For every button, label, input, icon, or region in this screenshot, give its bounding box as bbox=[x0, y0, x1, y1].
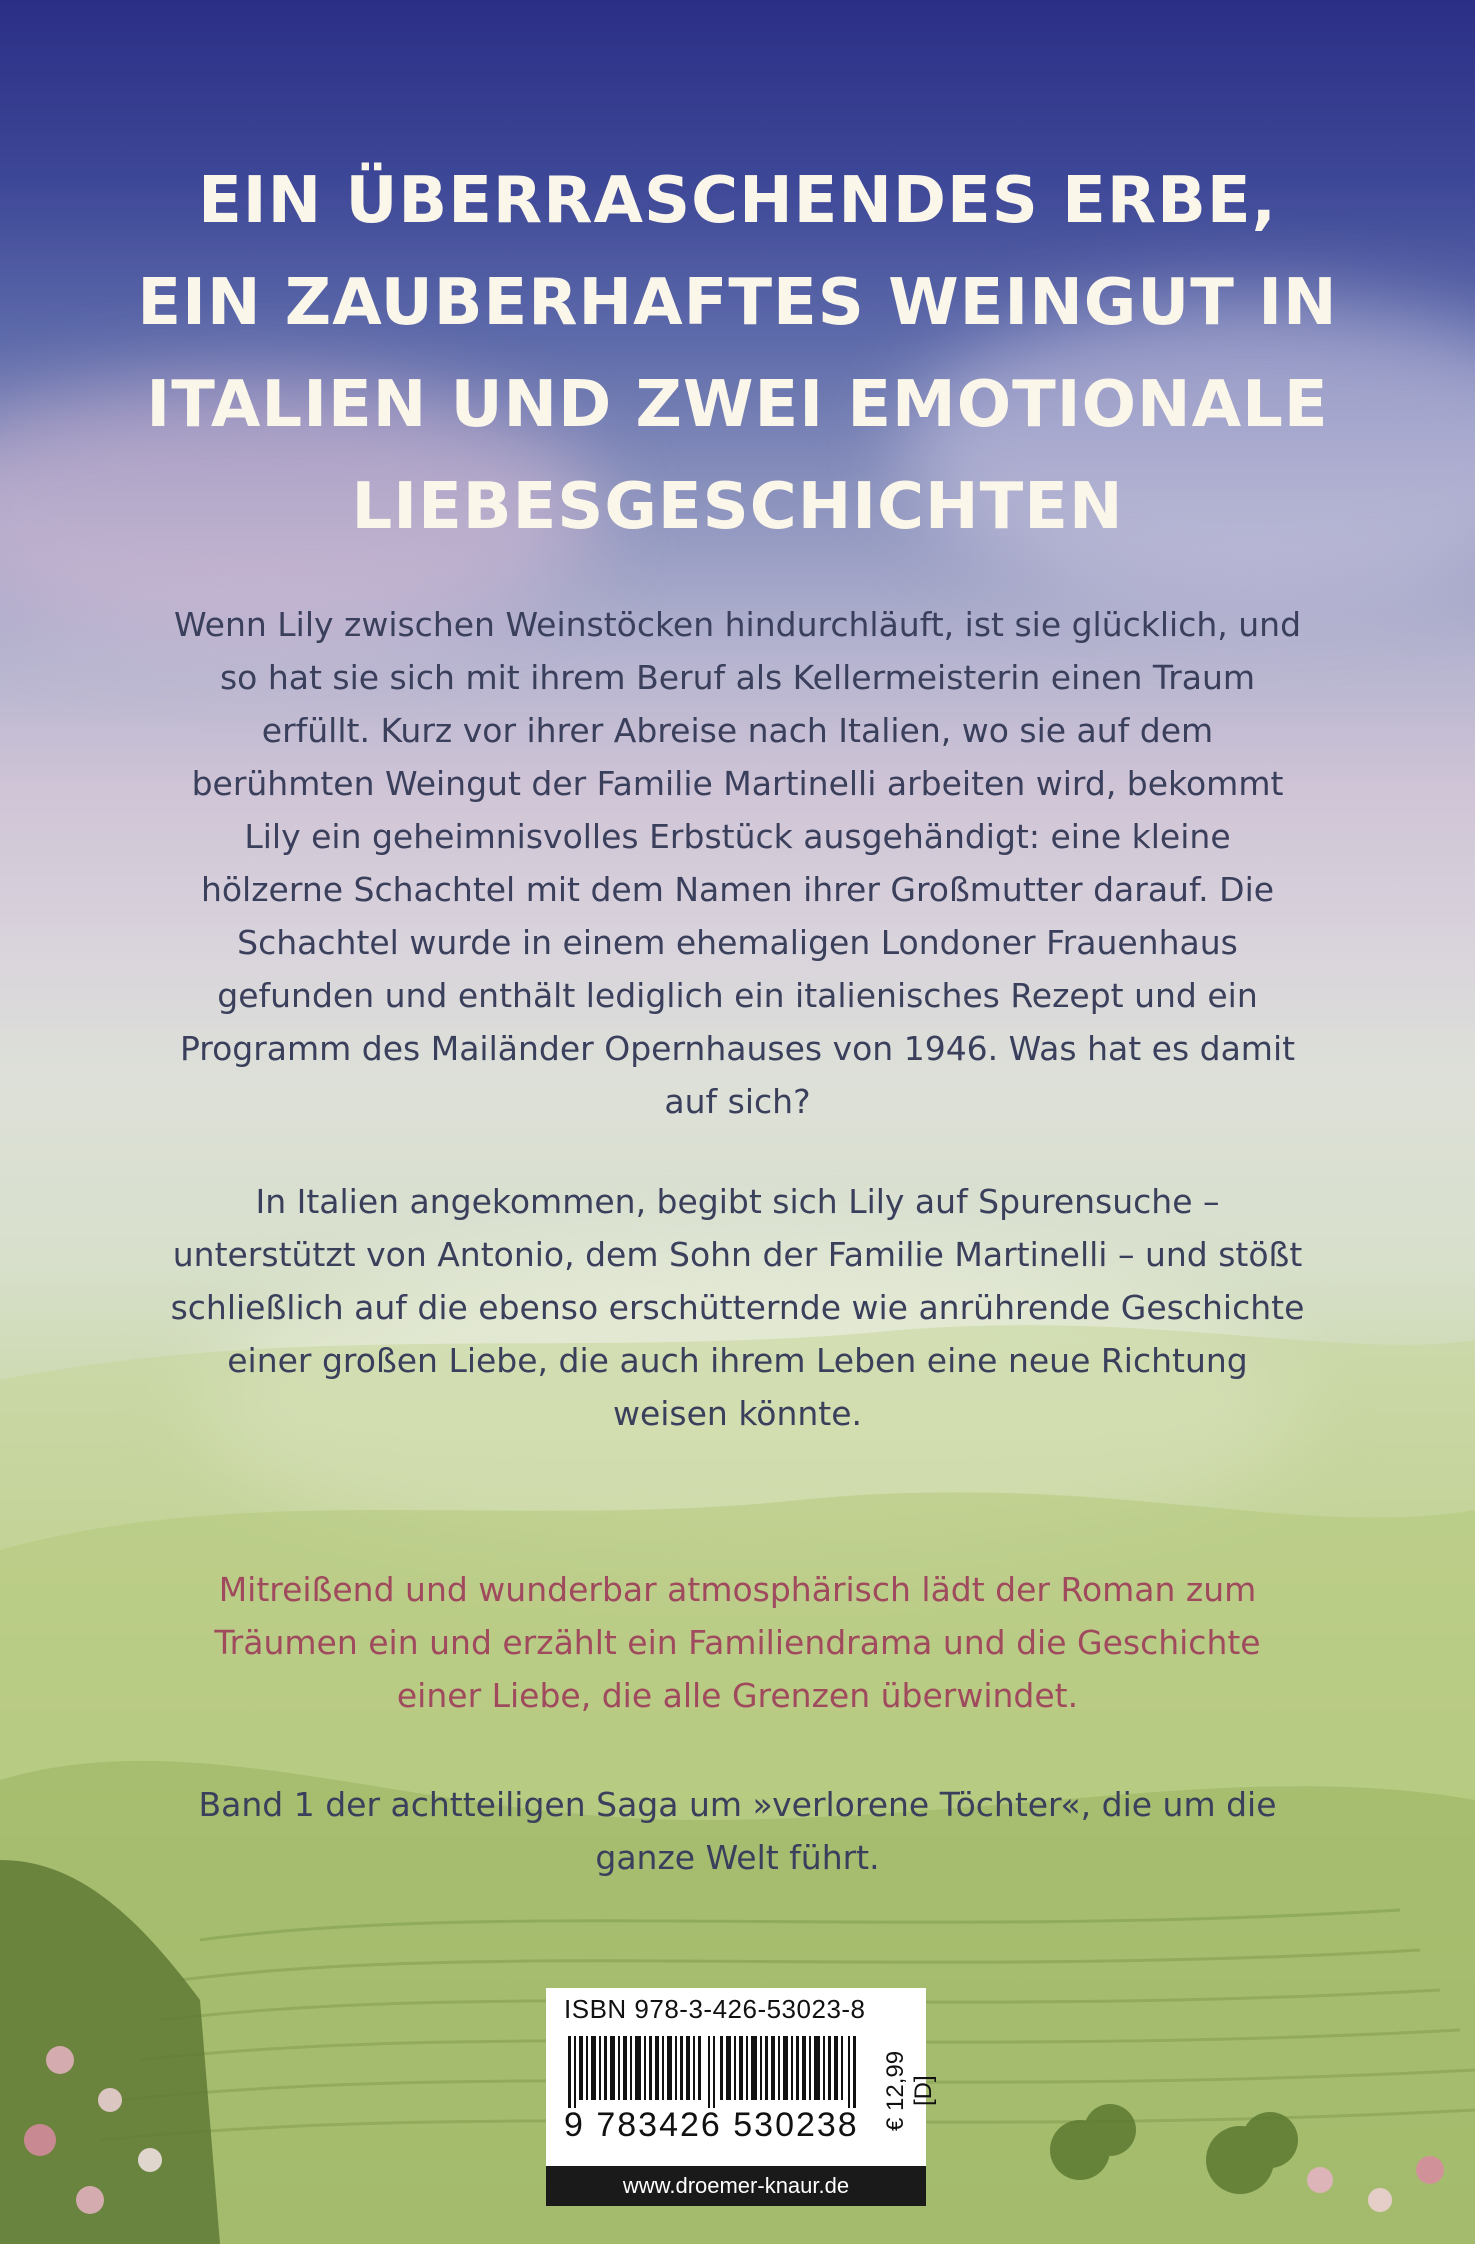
headline-line: ITALIEN UND ZWEI EMOTIONALE bbox=[146, 368, 1329, 442]
headline bbox=[0, 150, 1475, 558]
isbn-text: ISBN 978-3-426-53023-8 bbox=[564, 1994, 866, 2024]
blurb-paragraph-1: Wenn Lily zwischen Weinstöcken hindurchläuft, ist sie glücklich, und so hat sie sich mit ihrem Beruf als Kellermeisterin einen Traum erfüllt. Kurz vor ihrer Abreise nach Italien, wo sie auf dem berühmten Weingut der Familie Martinelli arbeiten wird, bekommt Lily ein geheimnisvolles Erbstück ausgehändigt: eine kleine hölzerne Schachtel mit dem Namen ihrer Großmutter darauf. Die Schachtel wurde in einem ehemaligen Londoner Frauenhaus gefunden und enthält lediglich ein italienisches Rezept und ein Programm des Mailänder Opernhauses von 1946. Was hat es damit auf sich? bbox=[173, 605, 1302, 1121]
barcode-digits: 9 783426 530238 bbox=[564, 2106, 859, 2144]
publisher-url[interactable]: www.droemer-knaur.de bbox=[546, 2166, 926, 2206]
barcode-label bbox=[546, 1988, 937, 2206]
headline-line: EIN ÜBERRASCHENDES ERBE, bbox=[198, 164, 1277, 238]
headline-line: LIEBESGESCHICHTEN bbox=[351, 470, 1124, 544]
price-label: € 12,99 [D] bbox=[882, 2050, 937, 2132]
barcode-bars bbox=[568, 2036, 868, 2108]
headline-line: EIN ZAUBERHAFTES WEINGUT IN bbox=[137, 266, 1338, 340]
blurb-paragraph-3: Mitreißend und wunderbar atmosphärisch lädt der Roman zum Träumen ein und erzählt ein Familiendrama und die Geschichte einer Liebe, die alle Grenzen überwindet. bbox=[214, 1570, 1261, 1715]
blurb-paragraph-2: In Italien angekommen, begibt sich Lily auf Spurensuche – unterstützt von Antonio, dem Sohn der Familie Martinelli – und stößt schließlich auf die ebenso erschütternde wie anrührende Geschichte einer großen Liebe, die auch ihrem Leben eine neue Richtung weisen könnte. bbox=[170, 1182, 1305, 1433]
blurb-paragraph-4: Band 1 der achtteiligen Saga um »verlorene Töchter«, die um die ganze Welt führt. bbox=[198, 1785, 1277, 1877]
